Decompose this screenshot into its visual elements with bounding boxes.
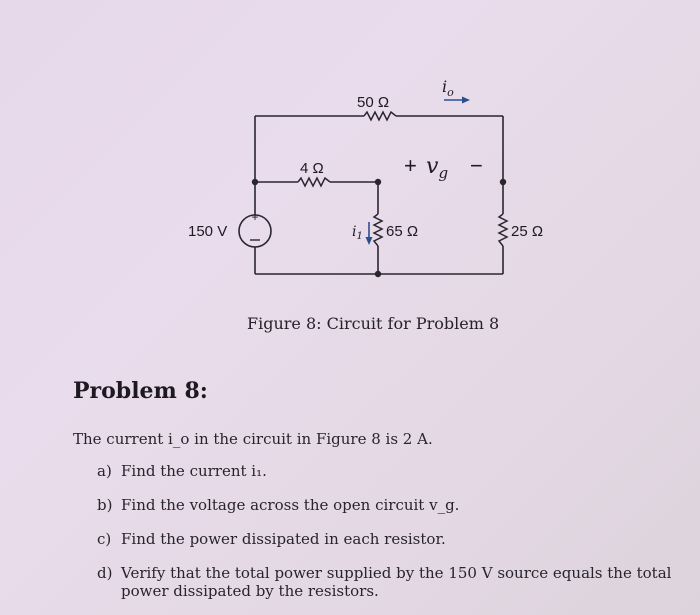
part-label: b) [97,496,113,514]
node-right [500,179,506,185]
source-voltage-label: 150 V [188,223,228,240]
node-bottom [375,271,381,277]
i1-arrow-icon [366,237,373,245]
problem-part-d [97,564,677,600]
resistor-65-label: 65 Ω [386,223,419,240]
figure-caption: Figure 8: Circuit for Problem 8 [247,314,500,333]
source-plus-sign: + [251,210,259,224]
node-center [375,179,381,185]
part-label: c) [97,530,112,548]
resistor-65-symbol [374,214,382,246]
resistor-4-label: 4 Ω [300,160,324,177]
part-text: Verify that the total power supplied by the 150 V source equals the total power dissipated by the resistors. [121,564,672,600]
part-text: Find the voltage across the open circuit v_g. [121,496,460,514]
io-label: $i_o$ [442,77,454,99]
part-text: Find the power dissipated in each resistor. [121,530,446,548]
resistor-50-symbol [364,112,396,120]
problem-part-c [97,530,677,548]
vg-label: $v_g$ [426,154,449,182]
resistor-50-label: 50 Ω [357,94,390,111]
problem-parts-list [97,462,677,600]
part-label: a) [97,462,112,480]
circuit-wires [255,116,503,274]
vg-minus-sign: − [470,153,483,178]
part-text: Find the current i₁. [121,462,267,480]
io-arrow-icon [462,97,470,104]
problem-part-a [97,462,677,480]
problem-part-b [97,496,677,514]
i1-label: $i_1$ [352,224,363,242]
problem-heading: Problem 8: [73,378,208,404]
problem-statement: The current i_o in the circuit in Figure 8 is 2 A. [73,430,433,448]
node-left [252,179,258,185]
resistor-4-symbol [298,178,330,186]
resistor-25-label: 25 Ω [511,223,544,240]
resistor-25-symbol [499,214,507,246]
part-label: d) [97,564,113,582]
vg-plus-sign: + [404,153,417,178]
